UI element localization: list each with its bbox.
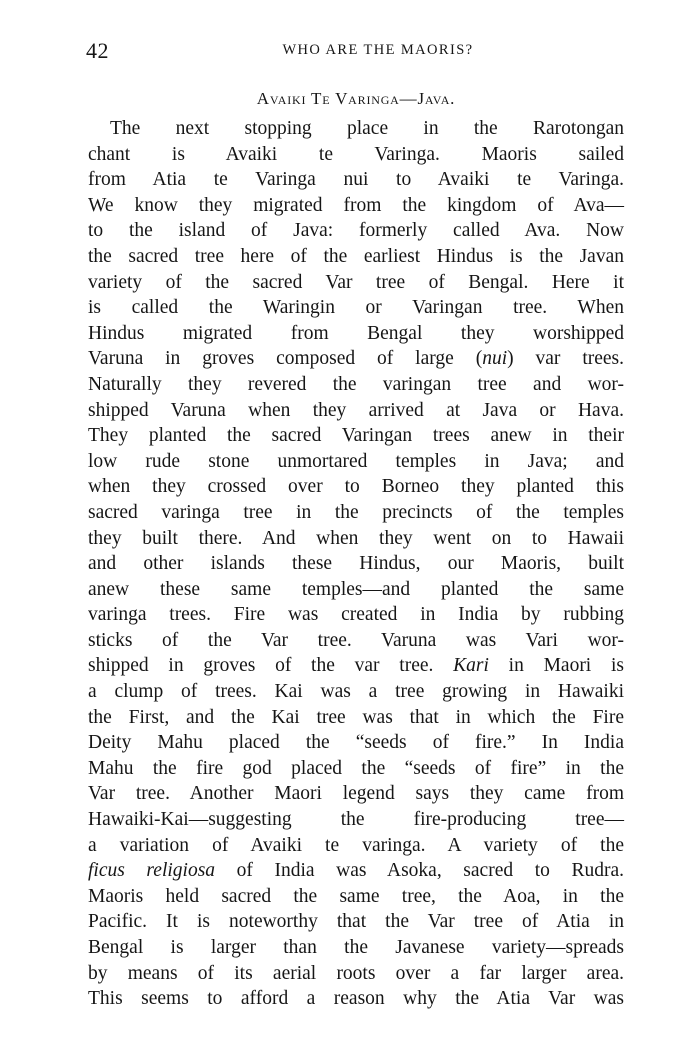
body-text xyxy=(88,116,624,1012)
text-segment: They planted the sacred Varingan trees anew in their xyxy=(88,425,624,447)
text-line xyxy=(88,526,624,552)
running-title: WHO ARE THE MAORIS? xyxy=(282,42,474,58)
italic-text: ficus religiosa xyxy=(88,860,216,882)
text-segment: the First, and the Kai tree was that in which the Fire xyxy=(88,706,624,728)
text-line xyxy=(88,423,624,449)
text-segment: Bengal is larger than the Javanese variety—spreads xyxy=(88,937,624,958)
text-line xyxy=(88,270,624,296)
text-segment: Maoris held sacred the same tree, the Aoa, in the xyxy=(88,885,624,907)
text-segment: We know they migrated from the kingdom of Ava— xyxy=(88,194,624,216)
italic-text: nui xyxy=(482,348,508,370)
text-segment: Pacific. It is noteworthy that the Var tree of Atia in xyxy=(88,911,624,933)
text-line xyxy=(88,781,624,807)
text-line xyxy=(88,244,624,270)
text-segment: Mahu the fire god placed the “seeds of fire” in the xyxy=(88,757,624,779)
text-segment: Hindus migrated from Bengal they worshipped xyxy=(88,322,624,344)
text-segment: by means of its aerial roots over a far larger area. xyxy=(88,962,624,984)
text-line xyxy=(88,398,624,424)
text-line xyxy=(88,986,624,1012)
text-segment: anew these same temples—and planted the same xyxy=(88,578,624,600)
text-line xyxy=(88,653,624,679)
text-line xyxy=(88,295,624,321)
text-line xyxy=(88,167,624,193)
text-line xyxy=(88,116,624,142)
text-line xyxy=(88,449,624,475)
text-segment: Varuna in groves composed of large ( xyxy=(88,348,483,370)
text-segment: from Atia te Varinga nui to Avaiki te Varinga. xyxy=(88,169,624,191)
text-segment: Var tree. Another Maori legend says they came from xyxy=(88,783,624,805)
text-segment: the sacred tree here of the earliest Hindus is the Javan xyxy=(88,245,624,267)
text-line xyxy=(88,628,624,654)
text-line xyxy=(88,909,624,935)
text-line xyxy=(88,372,624,398)
text-segment: Hawaiki-Kai—suggesting the fire-producing tree— xyxy=(88,809,624,831)
text-segment: Naturally they revered the varingan tree and wor- xyxy=(88,373,624,395)
text-segment: variety of the sacred Var tree of Bengal. Here it xyxy=(88,271,624,293)
text-line xyxy=(88,551,624,577)
text-segment: chant is Avaiki te Varinga. Maoris sailed xyxy=(88,143,624,165)
text-line xyxy=(88,705,624,731)
text-line xyxy=(88,142,624,168)
text-line xyxy=(88,935,624,961)
text-line xyxy=(88,807,624,833)
page-number: 42 xyxy=(86,38,109,63)
text-line xyxy=(88,833,624,859)
text-segment: is called the Waringin or Varingan tree. When xyxy=(88,297,624,319)
text-segment: when they crossed over to Borneo they planted this xyxy=(88,476,624,498)
text-segment: sacred varinga tree in the precincts of the temples xyxy=(88,501,624,523)
text-line xyxy=(88,858,624,884)
text-line xyxy=(88,474,624,500)
text-segment: varinga trees. Fire was created in India by rubbing xyxy=(88,604,624,626)
text-segment: to the island of Java: formerly called Ava. Now xyxy=(88,220,624,242)
text-line xyxy=(88,346,624,372)
text-segment: ) var trees. xyxy=(507,348,624,370)
text-line xyxy=(88,602,624,628)
text-segment: a variation of Avaiki te varinga. A variety of the xyxy=(88,834,624,856)
text-segment: they built there. And when they went on to Hawaii xyxy=(88,527,624,549)
text-segment: shipped Varuna when they arrived at Java or Hava. xyxy=(88,399,624,421)
text-line xyxy=(88,756,624,782)
running-head xyxy=(86,38,626,64)
text-line xyxy=(88,884,624,910)
text-line xyxy=(88,577,624,603)
text-segment: The next stopping place in the Rarotongan xyxy=(110,118,624,139)
text-segment: of India was Asoka, sacred to Rudra. xyxy=(215,860,624,882)
text-line xyxy=(88,500,624,526)
text-segment: low rude stone unmortared temples in Java; and xyxy=(88,450,624,472)
text-line xyxy=(88,193,624,219)
text-line xyxy=(88,218,624,244)
italic-text: Kari xyxy=(453,655,489,677)
text-segment: and other islands these Hindus, our Maoris, built xyxy=(88,553,624,575)
text-segment: a clump of trees. Kai was a tree growing in Hawaiki xyxy=(88,681,624,703)
text-segment: in Maori is xyxy=(488,655,624,677)
text-line xyxy=(88,730,624,756)
text-line xyxy=(88,321,624,347)
text-segment: Deity Mahu placed the “seeds of fire.” In India xyxy=(88,732,624,754)
text-segment: This seems to afford a reason why the Atia Var was xyxy=(88,988,624,1010)
section-heading: Avaiki Te Varinga—Java. xyxy=(256,89,456,108)
text-line xyxy=(88,961,624,987)
text-segment: sticks of the Var tree. Varuna was Vari wor- xyxy=(88,629,624,651)
text-segment: shipped in groves of the var tree. xyxy=(88,655,454,677)
text-line xyxy=(88,679,624,705)
